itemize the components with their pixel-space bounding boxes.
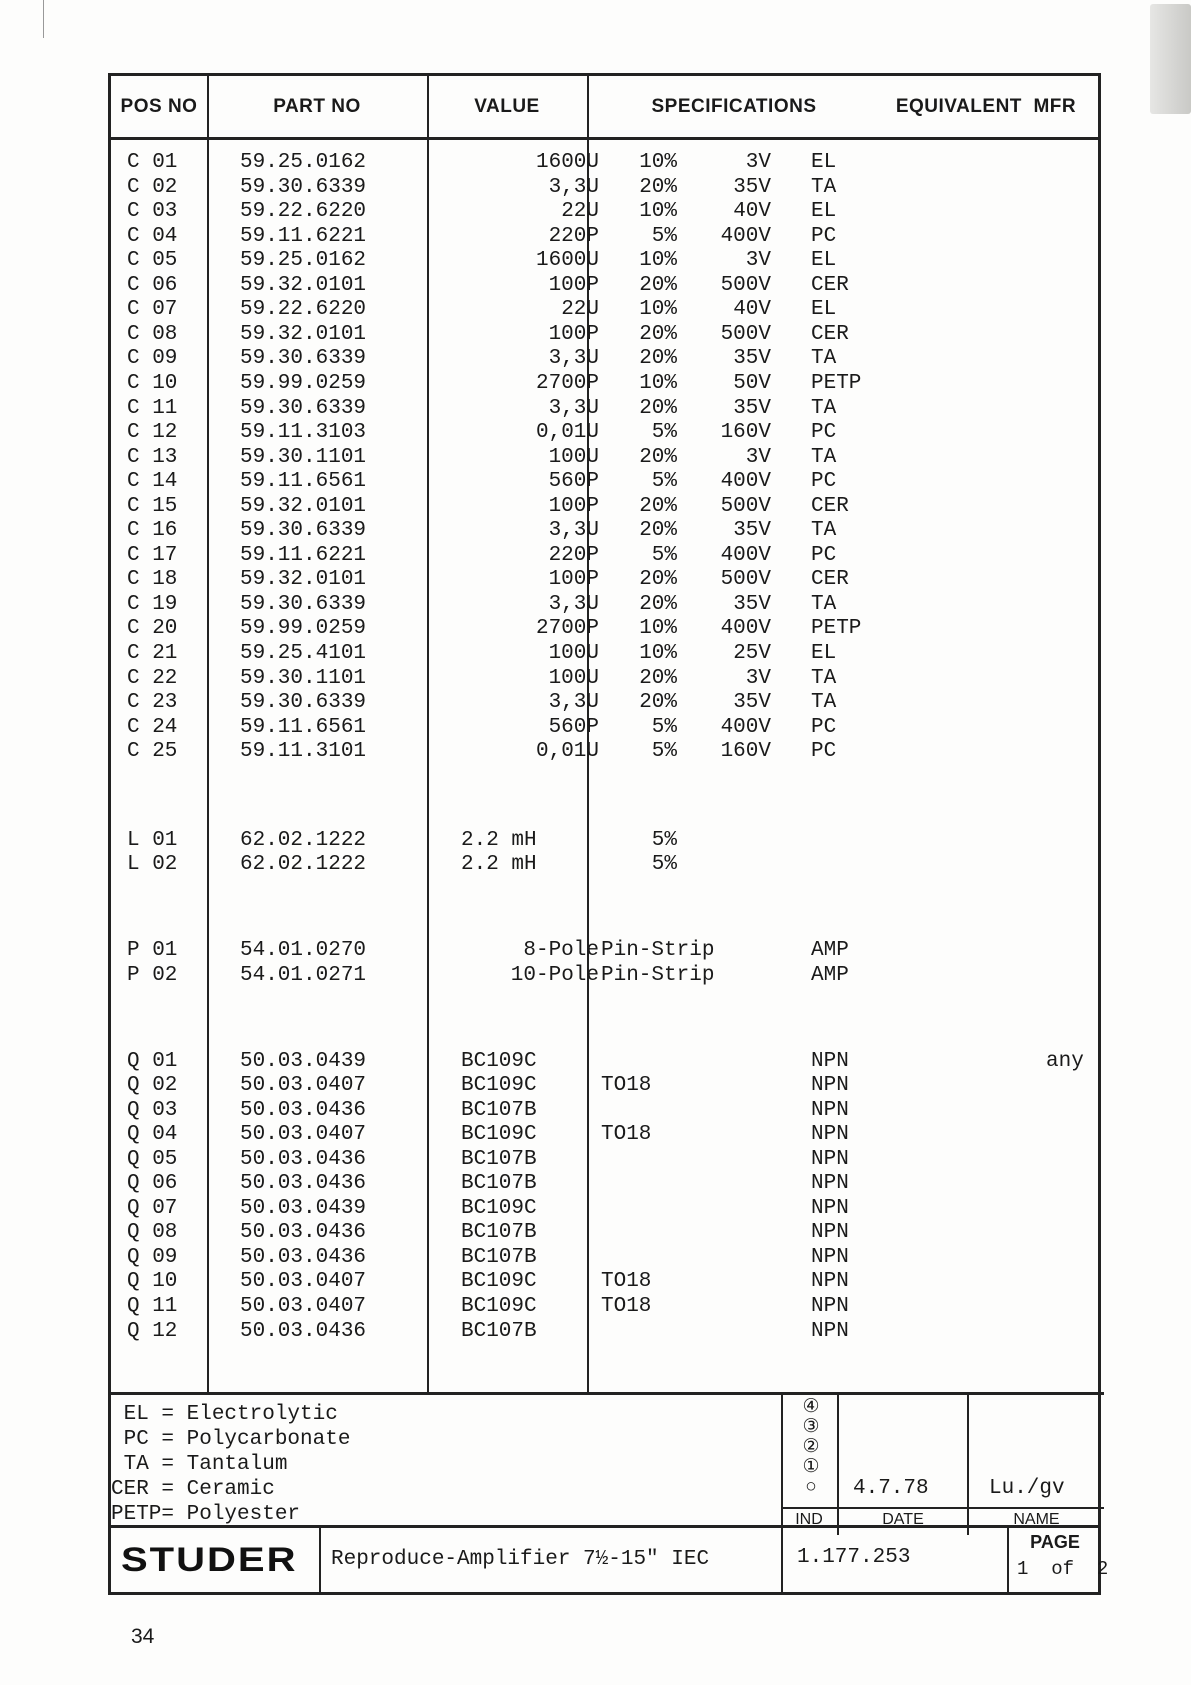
legend-cer: CER = Ceramic [111, 1478, 275, 1501]
part-no: 59.30.6339 [240, 175, 367, 199]
revision-name: Lu./gv [989, 1477, 1065, 1500]
legend-el: EL = Electrolytic [111, 1403, 338, 1426]
pos-no: C 03 [127, 200, 178, 224]
pos-no: C 19 [127, 592, 178, 616]
type: PETP [811, 371, 862, 395]
voltage: 160V [720, 421, 771, 445]
table-row [111, 274, 1098, 298]
value: 220P [548, 543, 599, 567]
voltage: 400V [720, 715, 771, 739]
tolerance: 10% [639, 642, 677, 665]
voltage: 160V [720, 740, 771, 764]
pos-no: L 01 [127, 828, 178, 852]
part-no: 50.03.0436 [240, 1172, 367, 1196]
tolerance: 10% [639, 371, 677, 395]
table-row [111, 397, 1098, 421]
table-row [111, 1099, 1098, 1123]
voltage: 400V [720, 617, 771, 641]
pos-no: Q 04 [127, 1123, 178, 1147]
table-row [111, 470, 1098, 494]
value: BC107B [461, 1221, 537, 1245]
part-no: 59.30.1101 [240, 445, 367, 469]
part-no: 59.30.6339 [240, 691, 367, 715]
pos-no: Q 03 [127, 1098, 178, 1122]
table-row [111, 568, 1098, 592]
value: 560P [548, 470, 599, 494]
pos-no: Q 05 [127, 1147, 178, 1171]
type: TA [811, 175, 837, 199]
voltage: 400V [720, 543, 771, 567]
type: TA [811, 592, 837, 616]
type: TA [811, 347, 837, 371]
value: BC109C [461, 1270, 537, 1294]
pos-no: C 24 [127, 715, 178, 739]
voltage: 400V [720, 470, 771, 494]
part-no: 59.30.6339 [240, 519, 367, 543]
part-no: 59.11.6561 [240, 715, 367, 739]
table-row [111, 544, 1098, 568]
revision-date: 4.7.78 [853, 1477, 929, 1500]
rev-index-2: ② [802, 1436, 820, 1457]
type: NPN [811, 1270, 849, 1294]
type: TA [811, 396, 837, 420]
table-row [111, 740, 1098, 764]
type: TA [811, 666, 837, 690]
value: BC107B [461, 1172, 537, 1196]
header-part-no: PART NO [273, 95, 361, 117]
part-no: 59.32.0101 [240, 568, 367, 592]
voltage: 35V [733, 347, 771, 371]
table-row [111, 249, 1098, 273]
value: 1600U [535, 249, 599, 273]
type: NPN [811, 1123, 849, 1147]
table-row [111, 1074, 1098, 1098]
pos-no: C 22 [127, 666, 178, 690]
studer-logo: STUDER [121, 1541, 298, 1579]
part-no: 59.25.0162 [240, 249, 367, 273]
binder-edge [1150, 4, 1191, 114]
pos-no: Q 11 [127, 1295, 178, 1319]
type: PC [811, 470, 837, 494]
header-equivalent-mfr: EQUIVALENT MFR [895, 95, 1077, 117]
pos-no: Q 08 [127, 1221, 178, 1245]
value: 10-Pole [510, 963, 599, 987]
part-no: 50.03.0407 [240, 1270, 367, 1294]
part-no: 62.02.1222 [240, 828, 367, 852]
pos-no: C 13 [127, 445, 178, 469]
pos-no: C 18 [127, 568, 178, 592]
value: BC109C [461, 1123, 537, 1147]
type: PC [811, 421, 837, 445]
type: CER [811, 568, 849, 592]
table-row [111, 347, 1098, 371]
tolerance: 20% [639, 347, 677, 371]
tolerance: 20% [639, 592, 677, 616]
type: NPN [811, 1295, 849, 1319]
value: 22U [561, 200, 599, 224]
type: TA [811, 445, 837, 469]
page-of: 1 of 2 [1017, 1558, 1109, 1580]
voltage: 35V [733, 592, 771, 616]
document-number: 1.177.253 [797, 1546, 911, 1569]
rev-index-0: ○ [805, 1476, 817, 1497]
legend-petp: PETP= Polyester [111, 1503, 301, 1526]
voltage: 35V [733, 519, 771, 543]
voltage: 35V [733, 175, 771, 199]
tolerance: 20% [639, 666, 677, 690]
table-row [111, 667, 1098, 691]
value: 2700P [535, 617, 599, 641]
type: TA [811, 691, 837, 715]
value: 100P [548, 568, 599, 592]
type: NPN [811, 1147, 849, 1171]
tolerance: 20% [639, 322, 677, 346]
tolerance: 20% [639, 445, 677, 469]
pos-no: C 04 [127, 224, 178, 248]
tolerance: 20% [639, 396, 677, 420]
type: NPN [811, 1049, 849, 1073]
tolerance: 20% [639, 519, 677, 543]
table-row [111, 225, 1098, 249]
case: TO18 [601, 1295, 652, 1319]
type: NPN [811, 1319, 849, 1343]
type: NPN [811, 1098, 849, 1122]
ind-label: IND [795, 1511, 823, 1528]
voltage: 3V [745, 666, 771, 690]
table-row [111, 495, 1098, 519]
value: 3,3U [548, 347, 599, 371]
part-no: 59.11.3103 [240, 421, 367, 445]
type: TA [811, 519, 837, 543]
value: 220P [548, 224, 599, 248]
pos-no: C 09 [127, 347, 178, 371]
type: EL [811, 298, 837, 322]
type: PC [811, 715, 837, 739]
part-no: 50.03.0407 [240, 1295, 367, 1319]
voltage: 25V [733, 642, 771, 665]
table-row [111, 323, 1098, 347]
tolerance: 20% [639, 494, 677, 518]
value: 2700P [535, 371, 599, 395]
value: 8-Pole [523, 939, 599, 963]
part-no: 59.22.6220 [240, 298, 367, 322]
case: TO18 [601, 1123, 652, 1147]
value: 3,3U [548, 691, 599, 715]
rev-index-3: ③ [802, 1416, 820, 1437]
pos-no: Q 12 [127, 1319, 178, 1343]
pos-no: Q 01 [127, 1049, 178, 1073]
legend-pc: PC = Polycarbonate [111, 1428, 351, 1451]
tolerance: 5% [651, 470, 677, 494]
pos-no: C 17 [127, 543, 178, 567]
pos-no: C 05 [127, 249, 178, 273]
part-no: 50.03.0436 [240, 1147, 367, 1171]
tolerance: 10% [639, 249, 677, 273]
type: EL [811, 249, 837, 273]
page-label: PAGE [1030, 1532, 1080, 1552]
header-specifications: SPECIFICATIONS [651, 95, 817, 117]
pos-no: C 15 [127, 494, 178, 518]
tolerance: 20% [639, 175, 677, 199]
table-row [111, 151, 1098, 175]
part-no: 59.25.0162 [240, 151, 367, 174]
type: EL [811, 151, 837, 174]
pos-no: C 21 [127, 642, 178, 665]
date-label: DATE [882, 1511, 924, 1528]
tolerance: 10% [639, 200, 677, 224]
type: PC [811, 543, 837, 567]
value: 3,3U [548, 396, 599, 420]
voltage: 35V [733, 396, 771, 420]
part-no: 59.11.6561 [240, 470, 367, 494]
type: PETP [811, 617, 862, 641]
part-no: 54.01.0270 [240, 939, 367, 963]
table-row [111, 691, 1098, 715]
type: EL [811, 200, 837, 224]
voltage: 40V [733, 298, 771, 322]
value: BC107B [461, 1098, 537, 1122]
value: BC109C [461, 1295, 537, 1319]
table-row [111, 853, 1098, 877]
tolerance: 5% [651, 740, 677, 764]
type: PC [811, 740, 837, 764]
part-no: 59.32.0101 [240, 494, 367, 518]
value: 3,3U [548, 175, 599, 199]
tolerance: 5% [651, 543, 677, 567]
voltage: 35V [733, 691, 771, 715]
pos-no: C 12 [127, 421, 178, 445]
type: NPN [811, 1172, 849, 1196]
revision-block [781, 1392, 1104, 1535]
part-no: 50.03.0436 [240, 1221, 367, 1245]
manufacturer: AMP [811, 939, 849, 963]
value: 2.2 mH [461, 828, 537, 852]
header-pos-no: POS NO [120, 95, 198, 117]
parts-list-sheet [108, 73, 1109, 1595]
rev-index-1: ① [802, 1456, 820, 1477]
pos-no: Q 02 [127, 1074, 178, 1098]
pos-no: C 11 [127, 396, 178, 420]
voltage: 3V [745, 151, 771, 174]
type: NPN [811, 1196, 849, 1220]
part-no: 59.30.6339 [240, 592, 367, 616]
part-no: 50.03.0439 [240, 1196, 367, 1220]
pos-no: C 23 [127, 691, 178, 715]
table-row [111, 1197, 1098, 1221]
value: 2.2 mH [461, 853, 537, 877]
pos-no: Q 06 [127, 1172, 178, 1196]
specification: Pin-Strip [601, 939, 715, 963]
type: NPN [811, 1074, 849, 1098]
case: TO18 [601, 1270, 652, 1294]
value: 0,01U [535, 421, 599, 445]
table-row [111, 1295, 1098, 1319]
part-no: 59.32.0101 [240, 322, 367, 346]
table-row [111, 1320, 1098, 1344]
tolerance: 10% [639, 617, 677, 641]
pos-no: C 10 [127, 371, 178, 395]
tolerance: 5% [651, 715, 677, 739]
table-row [111, 1172, 1098, 1196]
manufacturer: AMP [811, 963, 849, 987]
voltage: 500V [720, 494, 771, 518]
table-row [111, 298, 1098, 322]
table-row [111, 1050, 1098, 1074]
table-row [111, 372, 1098, 396]
pos-no: P 01 [127, 939, 178, 963]
tolerance: 5% [651, 224, 677, 248]
pos-no: P 02 [127, 963, 178, 987]
value: 3,3U [548, 592, 599, 616]
part-no: 59.25.4101 [240, 642, 367, 665]
voltage: 40V [733, 200, 771, 224]
table-row [111, 1148, 1098, 1172]
table-row [111, 1123, 1098, 1147]
value: 1600U [535, 151, 599, 174]
pos-no: Q 07 [127, 1196, 178, 1220]
tolerance: 5% [651, 421, 677, 445]
pos-no: Q 10 [127, 1270, 178, 1294]
table-row [111, 593, 1098, 617]
value: 100P [548, 273, 599, 297]
type: PC [811, 224, 837, 248]
table-row [111, 617, 1098, 641]
pos-no: C 16 [127, 519, 178, 543]
tolerance: 10% [639, 298, 677, 322]
part-no: 59.99.0259 [240, 371, 367, 395]
specification: Pin-Strip [601, 963, 715, 987]
value: 22U [561, 298, 599, 322]
value: 100U [548, 445, 599, 469]
pos-no: C 14 [127, 470, 178, 494]
part-no: 59.30.6339 [240, 347, 367, 371]
type: CER [811, 322, 849, 346]
value: 100U [548, 642, 599, 665]
page-number: 34 [131, 1625, 155, 1648]
part-no: 62.02.1222 [240, 853, 367, 877]
abbreviation-legend [111, 1392, 781, 1535]
part-no: 50.03.0436 [240, 1319, 367, 1343]
pos-no: C 01 [127, 151, 178, 174]
tolerance: 20% [639, 691, 677, 715]
table-row [111, 716, 1098, 740]
voltage: 500V [720, 568, 771, 592]
part-no: 59.11.6221 [240, 543, 367, 567]
legend-ta: TA = Tantalum [111, 1453, 288, 1476]
document-title: Reproduce-Amplifier 7½-15" IEC [331, 1548, 710, 1571]
part-no: 59.32.0101 [240, 273, 367, 297]
part-no: 50.03.0436 [240, 1245, 367, 1269]
tolerance: 20% [639, 273, 677, 297]
table-row [111, 519, 1098, 543]
table-row [111, 1246, 1098, 1270]
table-row [111, 829, 1098, 853]
revision-indices [791, 1397, 831, 1497]
voltage: 500V [720, 322, 771, 346]
value: BC107B [461, 1147, 537, 1171]
value: 0,01U [535, 740, 599, 764]
case: TO18 [601, 1074, 652, 1098]
value: BC107B [461, 1319, 537, 1343]
type: NPN [811, 1245, 849, 1269]
part-no: 59.30.1101 [240, 666, 367, 690]
pos-no: C 07 [127, 298, 178, 322]
table-row [111, 939, 1098, 963]
value: BC109C [461, 1049, 537, 1073]
part-no: 54.01.0271 [240, 963, 367, 987]
voltage: 3V [745, 445, 771, 469]
tolerance: 20% [639, 568, 677, 592]
pos-no: C 25 [127, 740, 178, 764]
value: BC109C [461, 1074, 537, 1098]
rev-index-4: ④ [802, 1396, 820, 1417]
part-no: 59.99.0259 [240, 617, 367, 641]
part-no: 50.03.0436 [240, 1098, 367, 1122]
name-label: NAME [1013, 1511, 1060, 1528]
type: CER [811, 494, 849, 518]
part-no: 59.11.6221 [240, 224, 367, 248]
header-value: VALUE [474, 95, 540, 117]
table-row [111, 1221, 1098, 1245]
pos-no: C 02 [127, 175, 178, 199]
value: 100P [548, 494, 599, 518]
type: NPN [811, 1221, 849, 1245]
tolerance: 5% [651, 828, 677, 852]
value: 100P [548, 322, 599, 346]
pos-no: L 02 [127, 853, 178, 877]
part-no: 59.11.3101 [240, 740, 367, 764]
table-row [111, 446, 1098, 470]
value: 100U [548, 666, 599, 690]
part-no: 59.22.6220 [240, 200, 367, 224]
tolerance: 10% [639, 151, 677, 174]
table-row [111, 1270, 1098, 1294]
voltage: 500V [720, 273, 771, 297]
tolerance: 5% [651, 853, 677, 877]
value: BC107B [461, 1245, 537, 1269]
pos-no: Q 09 [127, 1245, 178, 1269]
pos-no: C 06 [127, 273, 178, 297]
voltage: 50V [733, 371, 771, 395]
title-block [111, 1525, 1109, 1592]
value: 560P [548, 715, 599, 739]
value: BC109C [461, 1196, 537, 1220]
voltage: 400V [720, 224, 771, 248]
table-row [111, 642, 1098, 666]
part-no: 50.03.0439 [240, 1049, 367, 1073]
part-no: 50.03.0407 [240, 1123, 367, 1147]
table-row [111, 421, 1098, 445]
part-no: 59.30.6339 [240, 396, 367, 420]
table-header [111, 76, 1098, 140]
part-no: 50.03.0407 [240, 1074, 367, 1098]
table-row [111, 200, 1098, 224]
pos-no: C 08 [127, 322, 178, 346]
value: 3,3U [548, 519, 599, 543]
table-row [111, 964, 1098, 988]
pos-no: C 20 [127, 617, 178, 641]
table-row [111, 176, 1098, 200]
type: EL [811, 642, 837, 665]
manufacturer: any [1046, 1049, 1084, 1073]
margin-mark [43, 0, 44, 38]
voltage: 3V [745, 249, 771, 273]
type: CER [811, 273, 849, 297]
